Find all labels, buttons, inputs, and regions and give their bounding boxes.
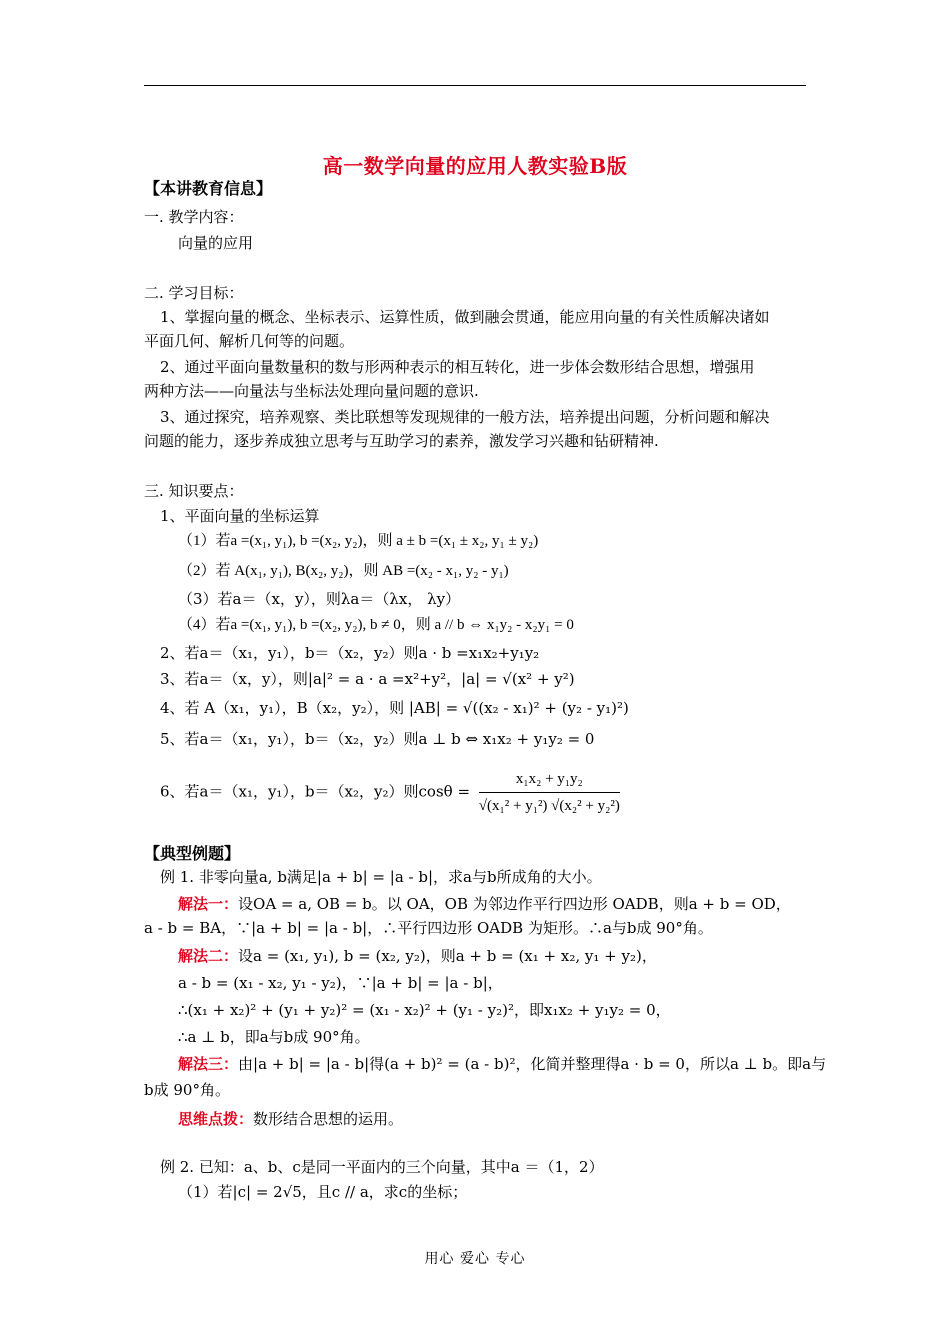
point-2: 2、若a＝（x₁，y₁），b＝（x₂，y₂）则a · b =x₁x₂+y₁y₂: [160, 644, 540, 662]
method-2-line-4: ∴a ⊥ b，即a与b成 90°角。: [178, 1028, 370, 1046]
method-1-line-1: [178, 893, 791, 915]
tip-text: 数形结合思想的运用。: [253, 1110, 404, 1128]
goal-2-line-1: 2、通过平面向量数量积的数与形两种表示的相互转化，进一步体会数形结合思想，增强用: [160, 358, 755, 376]
method-2-line-3: ∴(x₁ + x₂)² + (y₁ + y₂)² = (x₁ - x₂)² + (y₁ - y₂)²，即x₁x₂ + y₁y₂ = 0，: [178, 1001, 671, 1019]
point-1-item-4: （4）若a =(x₁, y₁), b =(x₂, y₂), b ≠ 0，则 a // b ⇔ x₁y₂ - x₂y₁ = 0: [178, 617, 574, 633]
point-5: 5、若a＝（x₁，y₁），b＝（x₂，y₂）则a ⊥ b ⇔ x₁x₂ + y₁y₂ = 0: [160, 730, 595, 748]
point-3: 3、若a＝（x，y），则|a|² = a · a =x²+y²，|a| = √(x² + y²): [160, 670, 575, 688]
cos-numerator: x₁x₂ + y₁y₂: [479, 768, 620, 793]
section-info-heading: 【本讲教育信息】: [144, 179, 273, 198]
example-2-part-1: （1）若|c| = 2√5，且c // a，求c的坐标；: [178, 1183, 468, 1201]
point-1-item-1: （1）若a =(x₁, y₁), b =(x₂, y₂)，则 a ± b =(x₁ ± x₂, y₁ ± y₂): [178, 533, 539, 549]
point-1: 1、平面向量的坐标运算: [160, 507, 320, 525]
example-1: 例 1. 非零向量a, b满足|a + b| = |a - b|，求a与b所成角的大小。: [160, 868, 602, 886]
content-label: 一. 教学内容：: [144, 208, 244, 226]
goal-3-line-1: 3、通过探究，培养观察、类比联想等发现规律的一般方法，培养提出问题，分析问题和解决: [160, 408, 770, 426]
point-1-item-3: （3）若a＝（x，y），则λa＝（λx， λy）: [178, 590, 461, 608]
goal-1-line-2: 平面几何、解析几何等的问题。: [144, 332, 355, 350]
tip-line: [178, 1108, 403, 1130]
page-footer: 用心 爱心 专心: [424, 1251, 526, 1267]
method-3-text: 由|a + b| = |a - b|得(a + b)² = (a - b)²，化简并整理得a · b = 0，所以a ⊥ b。即a与: [238, 1055, 827, 1073]
header-rule: [144, 85, 806, 86]
method-3-label: 解法三：: [178, 1055, 239, 1073]
document-title: 高一数学向量的应用人教实验B版: [322, 154, 628, 178]
tip-label: 思维点拨：: [178, 1110, 254, 1128]
point-6: [160, 768, 620, 817]
method-1-label: 解法一：: [178, 895, 239, 913]
goal-1-line-1: 1、掌握向量的概念、坐标表示、运算性质，做到融会贯通，能应用向量的有关性质解决诸如: [160, 308, 770, 326]
method-1-text: 设OA = a, OB = b。以 OA，OB 为邻边作平行四边形 OADB，则a + b = OD，: [238, 895, 791, 913]
point-6-prefix: 6、若a＝（x₁，y₁），b＝（x₂，y₂）则cosθ =: [160, 782, 471, 801]
method-2-line-1: [178, 945, 657, 967]
goals-label: 二. 学习目标：: [144, 284, 244, 302]
point-4: 4、若 A（x₁，y₁），B（x₂，y₂），则 |AB| = √((x₂ - x₁)² + (y₂ - y₁)²): [160, 699, 629, 717]
method-2-line-2: a - b = (x₁ - x₂, y₁ - y₂)，∵|a + b| = |a - b|，: [178, 974, 503, 992]
goal-2-line-2: 两种方法——向量法与坐标法处理向量问题的意识.: [144, 382, 479, 400]
cos-denominator: √(x₁² + y₁²) √(x₂² + y₂²): [478, 798, 620, 814]
method-3-line-1: [178, 1053, 826, 1075]
example-2: 例 2. 已知：a、b、c是同一平面内的三个向量，其中a ＝（1，2）: [160, 1158, 604, 1176]
content-text: 向量的应用: [178, 234, 254, 252]
examples-heading: 【典型例题】: [144, 844, 241, 863]
points-label: 三. 知识要点：: [144, 482, 244, 500]
method-2-text: 设a = (x₁, y₁), b = (x₂, y₂)，则a + b = (x₁ + x₂, y₁ + y₂)，: [238, 947, 657, 965]
point-1-item-2: （2）若 A(x₁, y₁), B(x₂, y₂)，则 AB =(x₂ - x₁, y₂ - y₁): [178, 563, 509, 579]
method-3-line-2: b成 90°角。: [144, 1081, 230, 1099]
goal-3-line-2: 问题的能力，逐步养成独立思考与互助学习的素养，激发学习兴趣和钻研精神.: [144, 432, 659, 450]
method-1-line-2: a - b = BA，∵|a + b| = |a - b|，∴平行四边形 OADB 为矩形。∴a与b成 90°角。: [144, 919, 713, 937]
method-2-label: 解法二：: [178, 947, 239, 965]
cos-fraction: [479, 768, 620, 817]
